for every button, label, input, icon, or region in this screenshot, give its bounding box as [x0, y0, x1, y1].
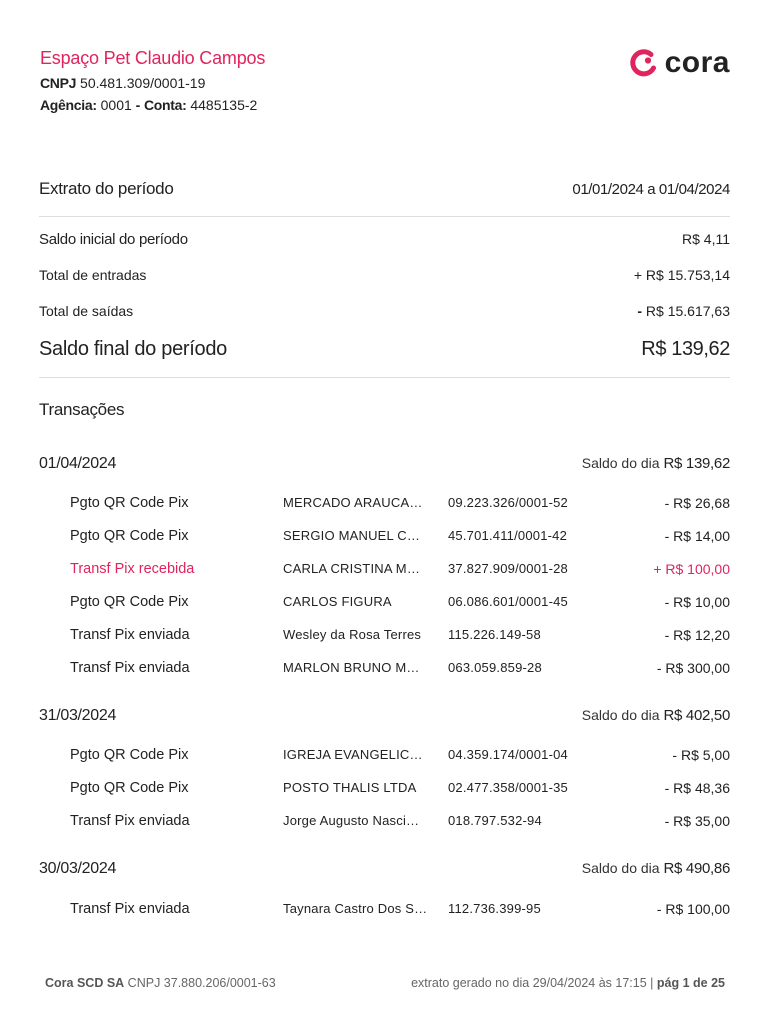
- total-in-label: Total de entradas: [39, 267, 147, 283]
- day-balance-value: R$ 139,62: [663, 455, 730, 472]
- final-balance-label: Saldo final do período: [39, 338, 227, 360]
- transaction-description: Pgto QR Code Pix: [70, 528, 189, 544]
- transaction-amount: - R$ 300,00: [656, 660, 730, 676]
- transaction-description: Transf Pix recebida: [70, 561, 195, 577]
- page-number: pág 1 de 25: [656, 976, 725, 990]
- transactions-title: Transações: [39, 400, 125, 419]
- transaction-amount: - R$ 10,00: [664, 594, 730, 610]
- total-out-sign: -: [637, 303, 643, 319]
- transaction-document: 112.736.399-95: [448, 901, 541, 916]
- transaction-amount: - R$ 48,36: [664, 780, 730, 796]
- divider: [39, 377, 730, 378]
- day-date: 01/04/2024: [39, 455, 117, 472]
- transaction-description: Pgto QR Code Pix: [70, 495, 189, 511]
- transaction-amount: - R$ 12,20: [664, 627, 730, 643]
- transaction-row: [70, 660, 730, 680]
- transaction-amount: - R$ 100,00: [656, 901, 730, 917]
- total-out-value: [637, 303, 730, 319]
- transaction-document: 04.359.174/0001-04: [448, 747, 568, 762]
- period-row: [39, 179, 730, 199]
- conta-label: Conta:: [143, 97, 187, 113]
- day-balance-label: Saldo do dia: [581, 860, 660, 876]
- transaction-document: 02.477.358/0001-35: [448, 780, 568, 795]
- period-value: 01/01/2024 a 01/04/2024: [572, 181, 730, 198]
- day-date: 30/03/2024: [39, 860, 117, 877]
- total-out-row: [39, 303, 730, 319]
- day-header: [39, 860, 730, 878]
- transaction-document: 45.701.411/0001-42: [448, 528, 568, 543]
- page-footer: [45, 976, 725, 990]
- day-balance: [582, 860, 730, 877]
- transaction-description: Transf Pix enviada: [70, 813, 190, 829]
- bank-cnpj: CNPJ 37.880.206/0001-63: [127, 976, 276, 990]
- transaction-description: Pgto QR Code Pix: [70, 780, 189, 796]
- generated-at: extrato gerado no dia 29/04/2024 às 17:15: [411, 976, 647, 990]
- transaction-row: [70, 495, 730, 515]
- day-date: 31/03/2024: [39, 707, 117, 724]
- cora-logo: [629, 48, 730, 78]
- transaction-document: 115.226.149-58: [448, 627, 541, 642]
- statement-header: [40, 48, 730, 128]
- transaction-party: Wesley da Rosa Terres: [283, 627, 422, 642]
- company-name: Espaço Pet Claudio Campos: [40, 48, 266, 68]
- day-balance-label: Saldo do dia: [581, 455, 660, 471]
- transaction-party: POSTO THALIS LTDA: [283, 780, 417, 795]
- page-separator: |: [650, 976, 654, 990]
- transaction-party: CARLOS FIGURA: [283, 594, 392, 609]
- transaction-row: [70, 813, 730, 833]
- account-line: [40, 97, 730, 113]
- cnpj-value: 50.481.309/0001-19: [80, 75, 206, 91]
- cora-logo-text: cora: [664, 46, 730, 79]
- initial-balance-row: [39, 231, 730, 248]
- transaction-row: [70, 627, 730, 647]
- transaction-amount: + R$ 100,00: [653, 561, 730, 577]
- transaction-description: Pgto QR Code Pix: [70, 594, 189, 610]
- transaction-party: Taynara Castro Dos S…: [283, 901, 428, 916]
- initial-balance-label: Saldo inicial do período: [39, 231, 188, 248]
- day-balance: [582, 455, 730, 472]
- transaction-row: [70, 901, 730, 921]
- transaction-row: [70, 594, 730, 614]
- total-in-row: [39, 267, 730, 283]
- day-balance-value: R$ 490,86: [663, 860, 730, 877]
- transaction-party: MARLON BRUNO M…: [283, 660, 420, 675]
- total-in-value: + R$ 15.753,14: [633, 267, 730, 283]
- day-header: [39, 455, 730, 473]
- final-balance-row: [39, 338, 730, 361]
- final-balance-value: R$ 139,62: [641, 338, 730, 360]
- transaction-row: [70, 528, 730, 548]
- day-balance-label: Saldo do dia: [581, 707, 660, 723]
- transaction-row: [70, 561, 730, 581]
- transaction-document: 37.827.909/0001-28: [448, 561, 568, 576]
- transaction-amount: - R$ 14,00: [664, 528, 730, 544]
- divider: [39, 216, 730, 217]
- separator: -: [135, 97, 141, 113]
- transaction-party: MERCADO ARAUCA…: [283, 495, 423, 510]
- agencia-value: 0001: [100, 97, 132, 113]
- transaction-document: 06.086.601/0001-45: [448, 594, 568, 609]
- transaction-description: Transf Pix enviada: [70, 901, 190, 917]
- bank-name: Cora SCD SA: [45, 976, 125, 990]
- period-label: Extrato do período: [39, 179, 174, 198]
- initial-balance-value: R$ 4,11: [682, 231, 730, 247]
- day-balance: [582, 707, 730, 724]
- transaction-amount: - R$ 5,00: [672, 747, 730, 763]
- day-balance-value: R$ 402,50: [663, 707, 730, 724]
- transaction-description: Transf Pix enviada: [70, 627, 190, 643]
- total-out-label: Total de saídas: [39, 303, 134, 319]
- cnpj-line: [40, 75, 730, 91]
- transaction-amount: - R$ 26,68: [664, 495, 730, 511]
- transaction-description: Pgto QR Code Pix: [70, 747, 189, 763]
- transaction-row: [70, 780, 730, 800]
- transaction-party: CARLA CRISTINA M…: [283, 561, 421, 576]
- agencia-label: Agência:: [40, 97, 97, 113]
- cora-logo-icon: [629, 48, 659, 78]
- transaction-party: SERGIO MANUEL C…: [283, 528, 421, 543]
- generation-info: [411, 976, 725, 990]
- transaction-party: Jorge Augusto Nasci…: [283, 813, 420, 828]
- transaction-description: Transf Pix enviada: [70, 660, 190, 676]
- total-out-amount: R$ 15.617,63: [645, 303, 730, 319]
- transaction-amount: - R$ 35,00: [664, 813, 730, 829]
- conta-value: 4485135-2: [190, 97, 258, 113]
- day-header: [39, 707, 730, 725]
- transaction-document: 018.797.532-94: [448, 813, 542, 828]
- transaction-party: IGREJA EVANGELIC…: [283, 747, 423, 762]
- cnpj-label: CNPJ: [40, 75, 77, 91]
- bank-info: [45, 976, 276, 990]
- transaction-row: [70, 747, 730, 767]
- transaction-document: 09.223.326/0001-52: [448, 495, 568, 510]
- transaction-document: 063.059.859-28: [448, 660, 542, 675]
